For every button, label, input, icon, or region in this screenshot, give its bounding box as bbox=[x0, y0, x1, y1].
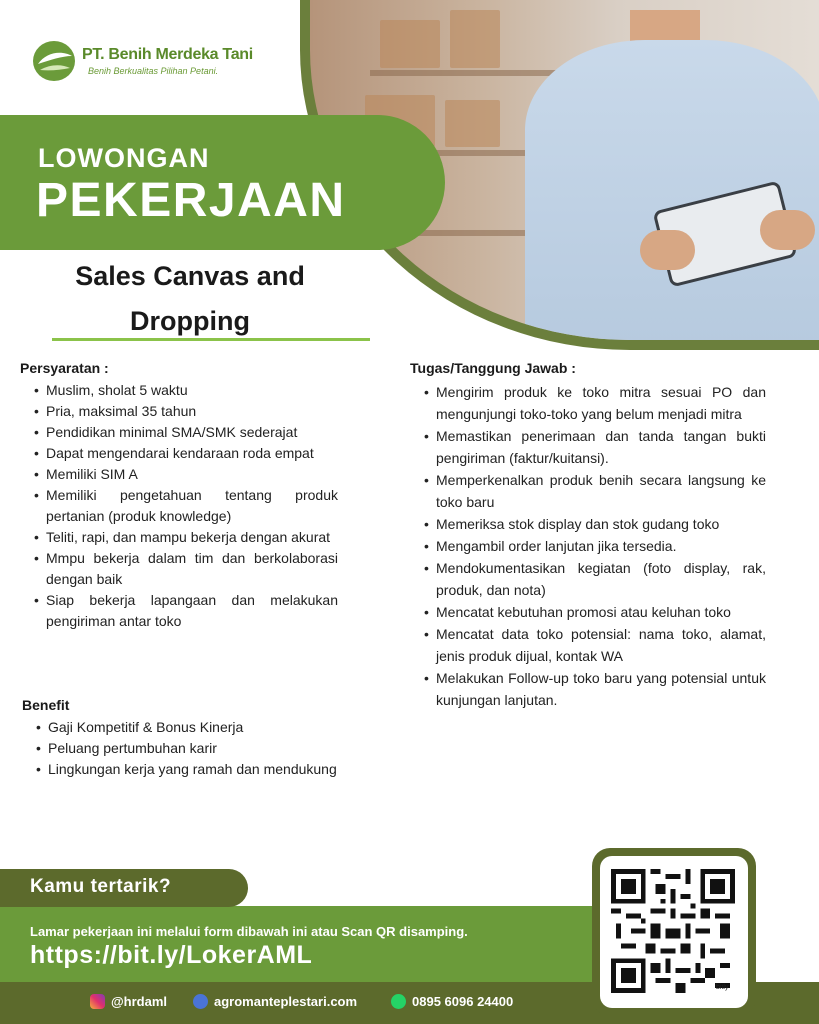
list-item: • Pendidikan minimal SMA/SMK sederajat bbox=[34, 422, 338, 443]
list-item: • Memperkenalkan produk benih secara langsung ke toko baru bbox=[424, 469, 766, 513]
position-title-line1: Sales Canvas and bbox=[75, 261, 305, 291]
company-logo bbox=[32, 40, 253, 82]
requirements-label: Persyaratan : bbox=[20, 360, 109, 376]
apply-link[interactable]: https://bit.ly/LokerAML bbox=[30, 941, 313, 969]
whatsapp-number: 0895 6096 24400 bbox=[412, 994, 514, 1009]
logo-leaf-icon bbox=[32, 40, 76, 82]
list-item: • Memiliki pengetahuan tentang produk pertanian (produk knowledge) bbox=[34, 485, 338, 527]
list-item: • Teliti, rapi, dan mampu bekerja dengan akurat bbox=[34, 527, 338, 548]
list-item: • Peluang pertumbuhan karir bbox=[36, 738, 416, 759]
list-item: • Dapat mengendarai kendaraan roda empat bbox=[34, 443, 338, 464]
list-item: • Memastikan penerimaan dan tanda tangan bukti pengiriman (faktur/kuitansi). bbox=[424, 425, 766, 469]
list-item: • Memiliki SIM A bbox=[34, 464, 338, 485]
list-item: • Siap bekerja lapangaan dan melakukan pengiriman antar toko bbox=[34, 590, 338, 632]
contact-website[interactable] bbox=[193, 994, 357, 1009]
position-title-line2: Dropping bbox=[130, 306, 250, 336]
company-name: PT. Benih Merdeka Tani bbox=[82, 46, 253, 63]
instagram-handle: @hrdaml bbox=[111, 994, 168, 1009]
website-url: agromanteplestari.com bbox=[214, 994, 358, 1009]
globe-icon bbox=[193, 994, 208, 1009]
qr-code[interactable] bbox=[611, 869, 735, 993]
company-tagline: Benih Berkualitas Pilihan Petani. bbox=[88, 66, 219, 76]
benefits-list bbox=[36, 717, 416, 780]
cta-heading: Kamu tertarik? bbox=[30, 876, 172, 897]
list-item: • Melakukan Follow-up toko baru yang potensial untuk kunjungan lanjutan. bbox=[424, 667, 766, 711]
position-title bbox=[40, 254, 340, 344]
instagram-icon bbox=[90, 994, 105, 1009]
list-item: • Memeriksa stok display dan stok gudang toko bbox=[424, 513, 766, 535]
list-item: • Mencatat data toko potensial: nama toko, alamat, jenis produk dijual, kontak WA bbox=[424, 623, 766, 667]
list-item: • Mencatat kebutuhan promosi atau keluhan toko bbox=[424, 601, 766, 623]
list-item: • Mengambil order lanjutan jika tersedia. bbox=[424, 535, 766, 557]
qr-brand: bitly bbox=[716, 984, 729, 991]
duties-list bbox=[424, 381, 766, 711]
requirements-list bbox=[34, 380, 338, 632]
banner-title-line1: LOWONGAN bbox=[38, 143, 210, 173]
contact-whatsapp[interactable] bbox=[391, 994, 513, 1009]
title-underline bbox=[52, 338, 370, 341]
list-item: • Pria, maksimal 35 tahun bbox=[34, 401, 338, 422]
benefits-label: Benefit bbox=[22, 697, 70, 713]
list-item: • Muslim, sholat 5 waktu bbox=[34, 380, 338, 401]
list-item: • Mmpu bekerja dalam tim dan berkolaborasi dengan baik bbox=[34, 548, 338, 590]
contact-instagram[interactable] bbox=[90, 994, 167, 1009]
whatsapp-icon bbox=[391, 994, 406, 1009]
list-item: • Gaji Kompetitif & Bonus Kinerja bbox=[36, 717, 416, 738]
list-item: • Lingkungan kerja yang ramah dan mendukung bbox=[36, 759, 416, 780]
apply-instructions: Lamar pekerjaan ini melalui form dibawah ini atau Scan QR disamping. bbox=[30, 924, 468, 939]
list-item: • Mengirim produk ke toko mitra sesuai PO dan mengunjungi toko-toko yang belum menjadi mitra bbox=[424, 381, 766, 425]
list-item: • Mendokumentasikan kegiatan (foto display, rak, produk, dan nota) bbox=[424, 557, 766, 601]
banner-title-line2: PEKERJAAN bbox=[36, 174, 346, 227]
duties-label: Tugas/Tanggung Jawab : bbox=[410, 360, 576, 376]
